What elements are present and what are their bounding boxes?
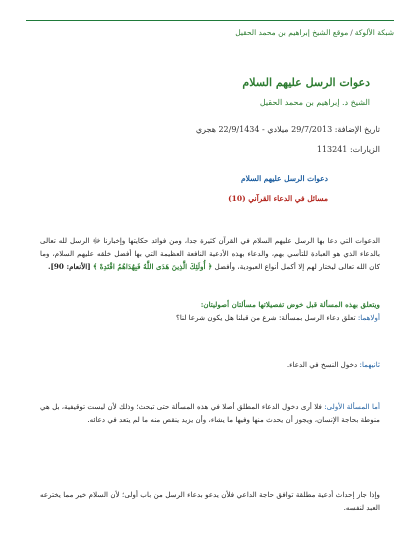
paragraph-1-text: الدعوات التي دعا بها الرسل عليهم السلام في القرآن كثيرة جدا، ومن فوائد حكايتها وإخبارنا ﷻ الرسل لله تعالى بالدعاء الذي هو العبادة للتأسي بهم، والدعاء بهذه الأدعية النافعة العظيمة التي بها أفضل خلقه عليهم السلام، وما كان الله تعالى ليختار لهم إلا أكمل أنواع العبودية، وأفضل [40, 236, 380, 271]
first-issue-label: أولاهما: [357, 313, 380, 322]
header-divider [26, 20, 394, 21]
first-issue-text: تعلق دعاء الرسل بمسألة: شرع من قبلنا هل يكون شرعا لنا؟ [176, 313, 356, 322]
paragraph-3 [40, 358, 380, 371]
sub-title: دعوات الرسل عليهم السلام [241, 174, 328, 183]
series-title: مسائل في الدعاء القرآني (10) [228, 194, 328, 203]
second-issue-text: دخول النسخ في الدعاء. [286, 360, 358, 369]
verse-reference: [الأنعام: 90]. [48, 262, 91, 271]
issues-intro: ويتعلق بهذه المسألة قبل خوض تفصيلاتها مسألتان أصوليتان: [200, 300, 380, 309]
date-added: تاريخ الإضافة: 29/7/2013 ميلادي - 22/9/1434 هجري [195, 125, 380, 134]
paragraph-5: وإذا جاز إحداث أدعية مطلقة توافق حاجة الداعي فلأن يدعو بدعاء الرسل من باب أولى؛ لأن السلام خير مما يخترعه العبد لنفسه. [40, 490, 380, 512]
breadcrumb-site-link[interactable]: شبكة الألوكة [354, 28, 394, 37]
paragraph-4-text: فلا أرى دخول الدعاء المطلق أصلا في هذه المسألة حتى تبحث؛ وذلك لأن ليست توقيفية، بل هي منوطة بحاجة الإنسان، ويجوز أن يحدث منها وفيها ما يشاء، وأن يزيد ينقص منه ما لم يتعد في دعائه. [40, 402, 380, 424]
breadcrumb-section-link[interactable]: موقع الشيخ إبراهيم بن محمد الحقيل [235, 28, 349, 37]
paragraph-1 [40, 234, 380, 273]
quran-verse: ﴿ أُولَئِكَ الَّذِينَ هَدَى اللَّهُ فَبِهُدَاهُمُ اقْتَدِهْ ﴾ [93, 262, 213, 271]
paragraph-4 [40, 400, 380, 426]
visit-count: الزيارات: 113241 [316, 145, 380, 154]
first-issue [40, 311, 380, 324]
breadcrumb-separator: / [350, 28, 353, 37]
article-author[interactable]: الشيخ د. إبراهيم بن محمد الحقيل [259, 98, 370, 107]
article-title: دعوات الرسل عليهم السلام [242, 76, 370, 89]
second-issue-label: ثانيهما: [359, 360, 380, 369]
breadcrumb [235, 28, 394, 37]
first-issue-heading: أما المسألة الأولى: [324, 402, 380, 411]
paragraph-2 [40, 298, 380, 324]
